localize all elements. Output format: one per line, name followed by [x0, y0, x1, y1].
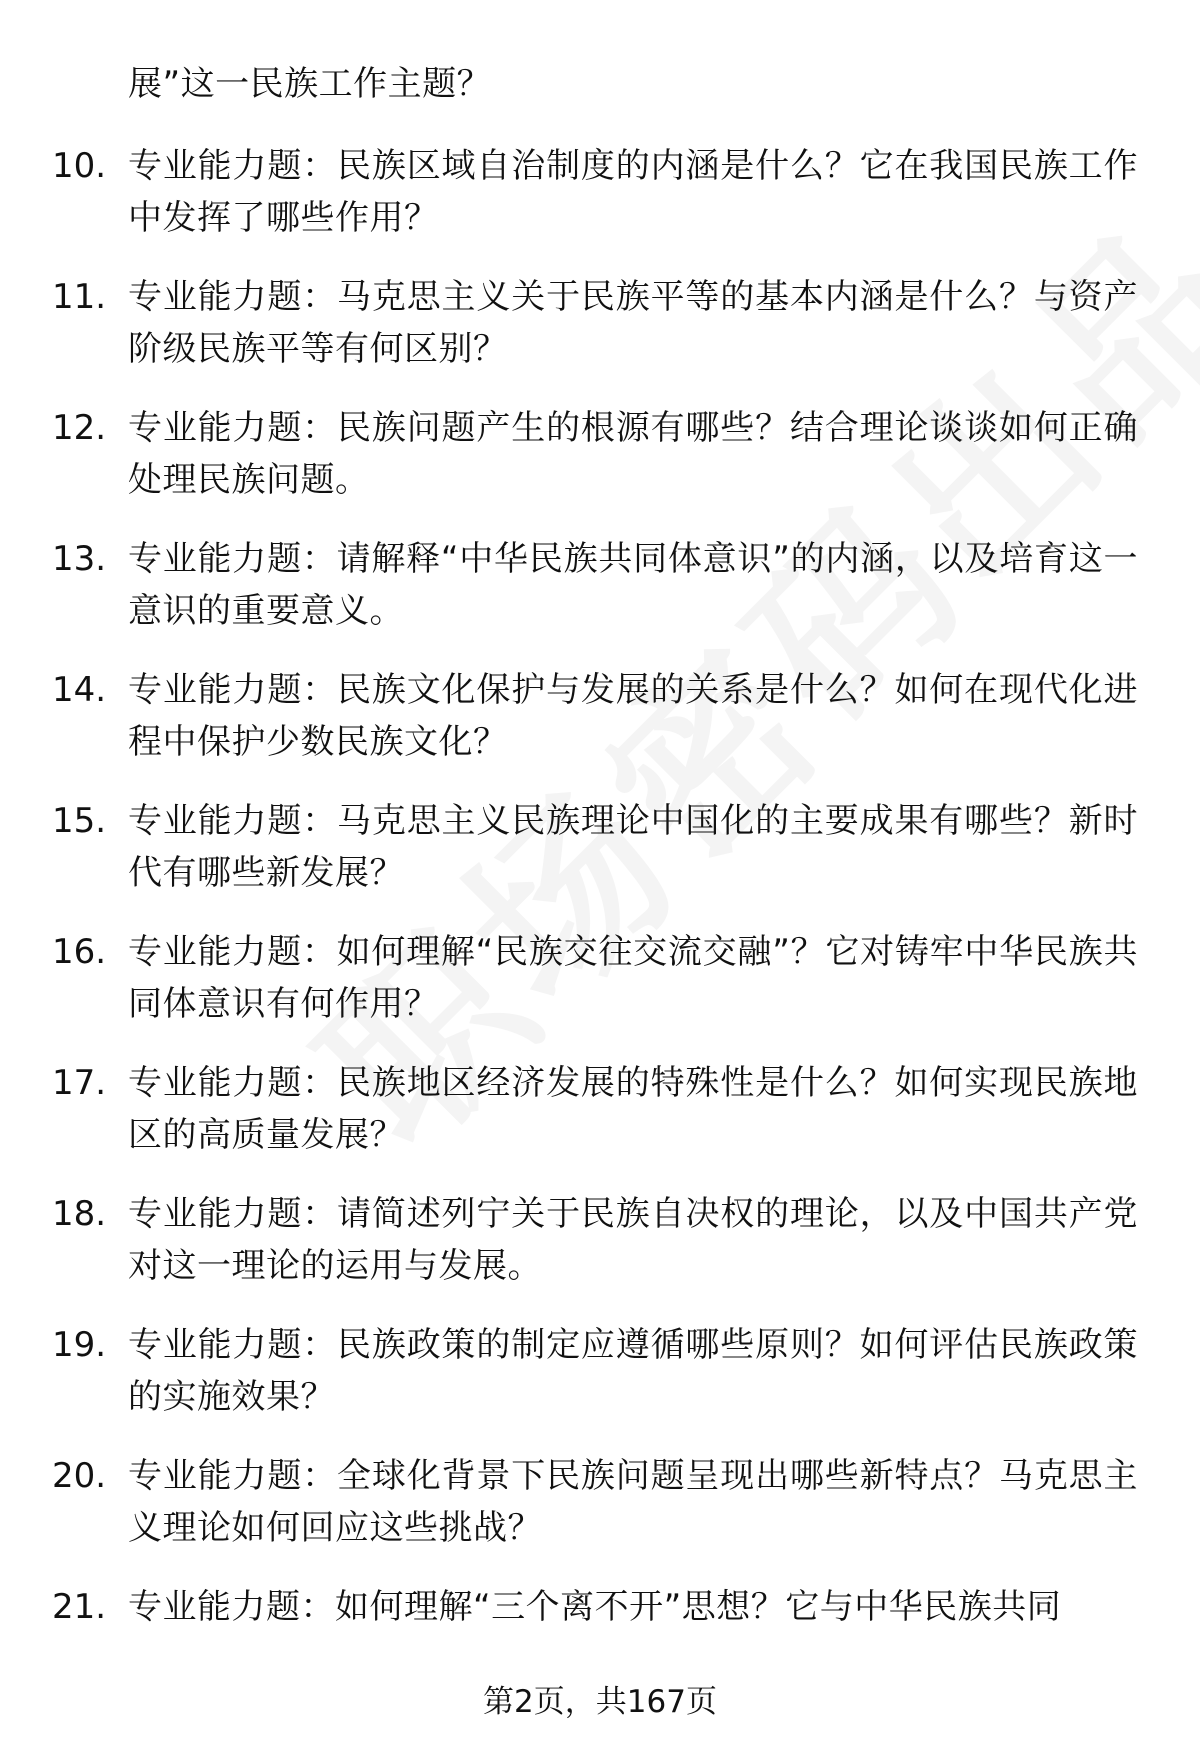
question-number: 10. — [52, 146, 107, 186]
question-number: 19. — [52, 1325, 107, 1365]
question-number: 12. — [52, 408, 107, 448]
continuation-text: 展”这一民族工作主题？ — [128, 64, 492, 104]
question-text: 专业能力题：如何理解“三个离不开”思想？它与中华民族共同 — [128, 1587, 1062, 1627]
question-number: 17. — [52, 1063, 107, 1103]
question-item — [0, 140, 1200, 271]
question-item — [0, 1450, 1200, 1581]
question-item — [0, 1319, 1200, 1450]
question-number: 15. — [52, 801, 107, 841]
question-text: 专业能力题：民族文化保护与发展的关系是什么？如何在现代化进程中保护少数民族文化？ — [128, 670, 1138, 762]
page-footer: 第2页，共167页 — [483, 1684, 717, 1720]
question-item — [0, 533, 1200, 664]
question-number: 16. — [52, 932, 107, 972]
question-text: 专业能力题：民族问题产生的根源有哪些？结合理论谈谈如何正确处理民族问题。 — [128, 408, 1138, 500]
question-number: 13. — [52, 539, 107, 579]
question-number: 21. — [52, 1587, 107, 1627]
question-text: 专业能力题：马克思主义关于民族平等的基本内涵是什么？与资产阶级民族平等有何区别？ — [128, 277, 1138, 369]
question-text: 专业能力题：民族地区经济发展的特殊性是什么？如何实现民族地区的高质量发展？ — [128, 1063, 1138, 1155]
question-text: 专业能力题：民族政策的制定应遵循哪些原则？如何评估民族政策的实施效果？ — [128, 1325, 1138, 1417]
question-list — [0, 140, 1200, 1712]
question-text: 专业能力题：请解释“中华民族共同体意识”的内涵，以及培育这一意识的重要意义。 — [128, 539, 1138, 631]
question-number: 18. — [52, 1194, 107, 1234]
question-text: 专业能力题：全球化背景下民族问题呈现出哪些新特点？马克思主义理论如何回应这些挑战？ — [128, 1456, 1138, 1548]
question-item — [0, 795, 1200, 926]
question-item — [0, 1188, 1200, 1319]
question-text: 专业能力题：请简述列宁关于民族自决权的理论，以及中国共产党对这一理论的运用与发展。 — [128, 1194, 1138, 1286]
question-number: 20. — [52, 1456, 107, 1496]
question-item — [0, 271, 1200, 402]
question-number: 14. — [52, 670, 107, 710]
question-item — [0, 664, 1200, 795]
question-item — [0, 926, 1200, 1057]
question-text: 专业能力题：民族区域自治制度的内涵是什么？它在我国民族工作中发挥了哪些作用？ — [128, 146, 1138, 238]
question-text: 专业能力题：马克思主义民族理论中国化的主要成果有哪些？新时代有哪些新发展？ — [128, 801, 1138, 893]
question-number: 11. — [52, 277, 107, 317]
question-item — [0, 402, 1200, 533]
question-item — [0, 1057, 1200, 1188]
question-text: 专业能力题：如何理解“民族交往交流交融”？它对铸牢中华民族共同体意识有何作用？ — [128, 932, 1138, 1024]
